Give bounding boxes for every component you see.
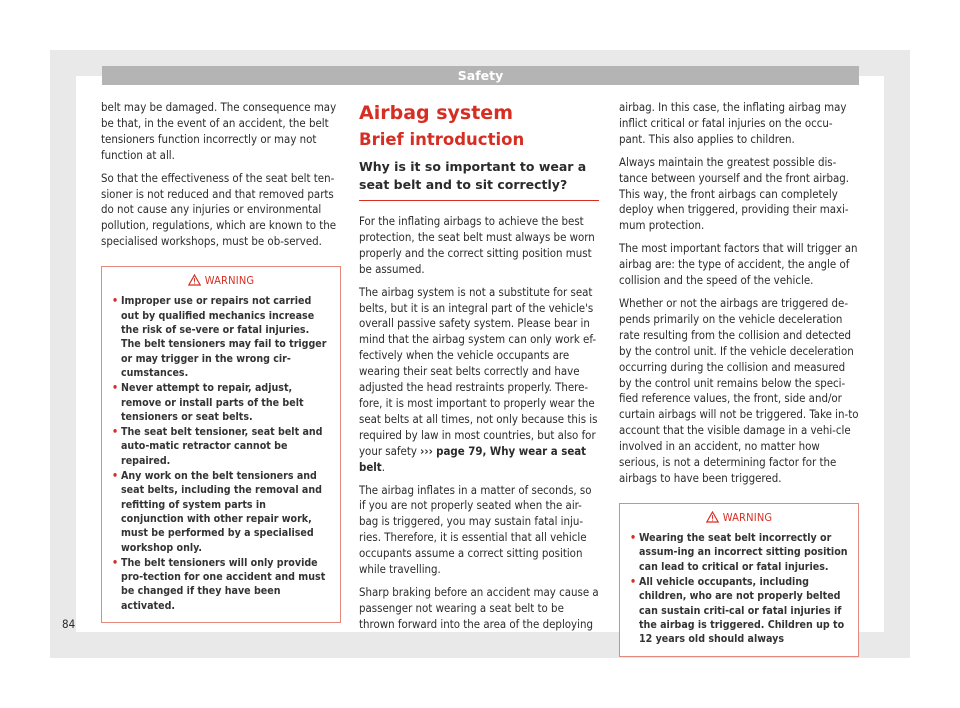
subsection-title: Brief introduction	[359, 130, 525, 149]
column-right	[619, 100, 859, 657]
warning-triangle-icon	[188, 274, 201, 286]
paragraph: The airbag inflates in a matter of seconds, so if you are not properly seated when the air-bag is triggered, you may sustain fatal inju-ries. Therefore, it is essential that all vehicle occupants assume a correct sitting position while travelling.	[359, 482, 592, 577]
warning-box	[101, 266, 341, 623]
warning-title: WARNING	[722, 510, 773, 524]
bullet-dot-icon: •	[112, 426, 119, 439]
section-header: Safety	[102, 66, 859, 85]
list-item	[112, 381, 330, 424]
paragraph: airbag. In this case, the inflating airbag may inflict critical or fatal injuries on the occu-pant. This also applies to children.	[619, 100, 847, 146]
list-item	[630, 531, 848, 574]
paragraph: Sharp braking before an accident may cause a passenger not wearing a seat belt to be thrown forward into the area of the deploying	[359, 584, 599, 631]
list-item	[112, 294, 330, 380]
warning-header	[630, 511, 848, 525]
column-left	[101, 100, 341, 623]
list-item	[112, 556, 330, 613]
section-title: Airbag system	[359, 102, 513, 124]
cross-reference-arrows: ›››	[420, 443, 433, 458]
cross-reference-link[interactable]: page 79, Why wear a seat belt	[359, 443, 587, 474]
warning-title: WARNING	[204, 274, 255, 288]
paragraph: belt may be damaged. The consequence may be that, in the event of an accident, the belt tensioners function incorrectly or may not function at all.	[101, 100, 337, 162]
bullet-dot-icon: •	[112, 556, 119, 569]
list-item-text: The seat belt tensioner, seat belt and auto-matic retractor cannot be repaired.	[121, 426, 323, 467]
paragraph: Whether or not the airbags are triggered de-pends primarily on the vehicle deceleration rate resulting from the collision and detected by the control unit. If the vehicle deceleration occurring during the collision and measured by the control unit remains below the speci-fied reference values, the front, side and/or curtain airbags will not be triggered. Take in-to account that the visible damage in a vehi-cle involved in an accident, no matter how serious, is not a determining factor for the airbags to have been triggered.	[619, 295, 859, 485]
list-item-text: Improper use or repairs not carried out by qualified mechanics increase the risk of se-vere or fatal injuries. The belt tensioners may fail to trigger or may trigger in the wrong cir-cumstances.	[121, 295, 327, 379]
list-item	[630, 575, 848, 646]
list-item-text: Wearing the seat belt incorrectly or assum-ing an incorrect sitting position can lead to critical or fatal injuries.	[639, 532, 848, 573]
question-heading: Why is it so important to wear a seat belt and to sit correctly?	[359, 158, 599, 201]
bullet-dot-icon: •	[630, 576, 637, 589]
warning-header	[112, 274, 330, 288]
warning-box	[619, 503, 859, 657]
warning-list	[112, 294, 330, 613]
page-number: 84	[62, 617, 76, 631]
column-middle	[359, 101, 599, 640]
paragraph: For the inflating airbags to achieve the best protection, the seat belt must always be worn properly and the correct sitting position must be assumed.	[359, 214, 595, 276]
question-heading-wrap	[359, 158, 599, 201]
paragraph: The most important factors that will trigger an airbag are: the type of accident, the angle of collision and the speed of the vehicle.	[619, 241, 858, 288]
warning-list	[630, 531, 848, 646]
paragraph-end: .	[381, 459, 385, 474]
list-item-text: Any work on the belt tensioners and seat belts, including the removal and refitting of system parts in conjunction with other repair work, must be performed by a specialised workshop only.	[121, 470, 322, 554]
list-item-text: Never attempt to repair, adjust, remove or install parts of the belt tensioners or seat belts.	[121, 382, 304, 423]
paragraph-text: The airbag system is not a substitute for seat belts, but it is an integral part of the vehicle's overall passive safety system. Please bear in mind that the airbag system can only work ef-fectively when the vehicle occupants are wearing their seat belts correctly and have adjusted the head restraints properly. There-fore, it is most important to properly wear the seat belts at all times, not only because this is required by law in most countries, but also for your safety	[359, 284, 598, 458]
bullet-dot-icon: •	[112, 470, 119, 483]
paragraph: So that the effectiveness of the seat belt ten-sioner is not reduced and that removed parts do not cause any injuries or environmental pollution, regulations, which are known to the specialised workshops, must be ob-served.	[101, 170, 337, 249]
list-item-text: All vehicle occupants, including children, who are not properly belted can sustain criti-cal or fatal injuries if the airbag is triggered. Children up to 12 years old should always	[639, 576, 845, 646]
warning-triangle-icon	[706, 511, 719, 523]
list-item	[112, 469, 330, 555]
paragraph	[359, 285, 599, 476]
bullet-dot-icon: •	[112, 295, 119, 308]
list-item-text: The belt tensioners will only provide pro-tection for one accident and must be changed if they have been activated.	[121, 556, 326, 612]
paragraph: Always maintain the greatest possible dis-tance between yourself and the front airbag. This way, the front airbags can completely deploy when triggered, providing their maxi-mum protection.	[619, 154, 850, 233]
bullet-dot-icon: •	[630, 532, 637, 545]
list-item	[112, 425, 330, 468]
bullet-dot-icon: •	[112, 382, 119, 395]
